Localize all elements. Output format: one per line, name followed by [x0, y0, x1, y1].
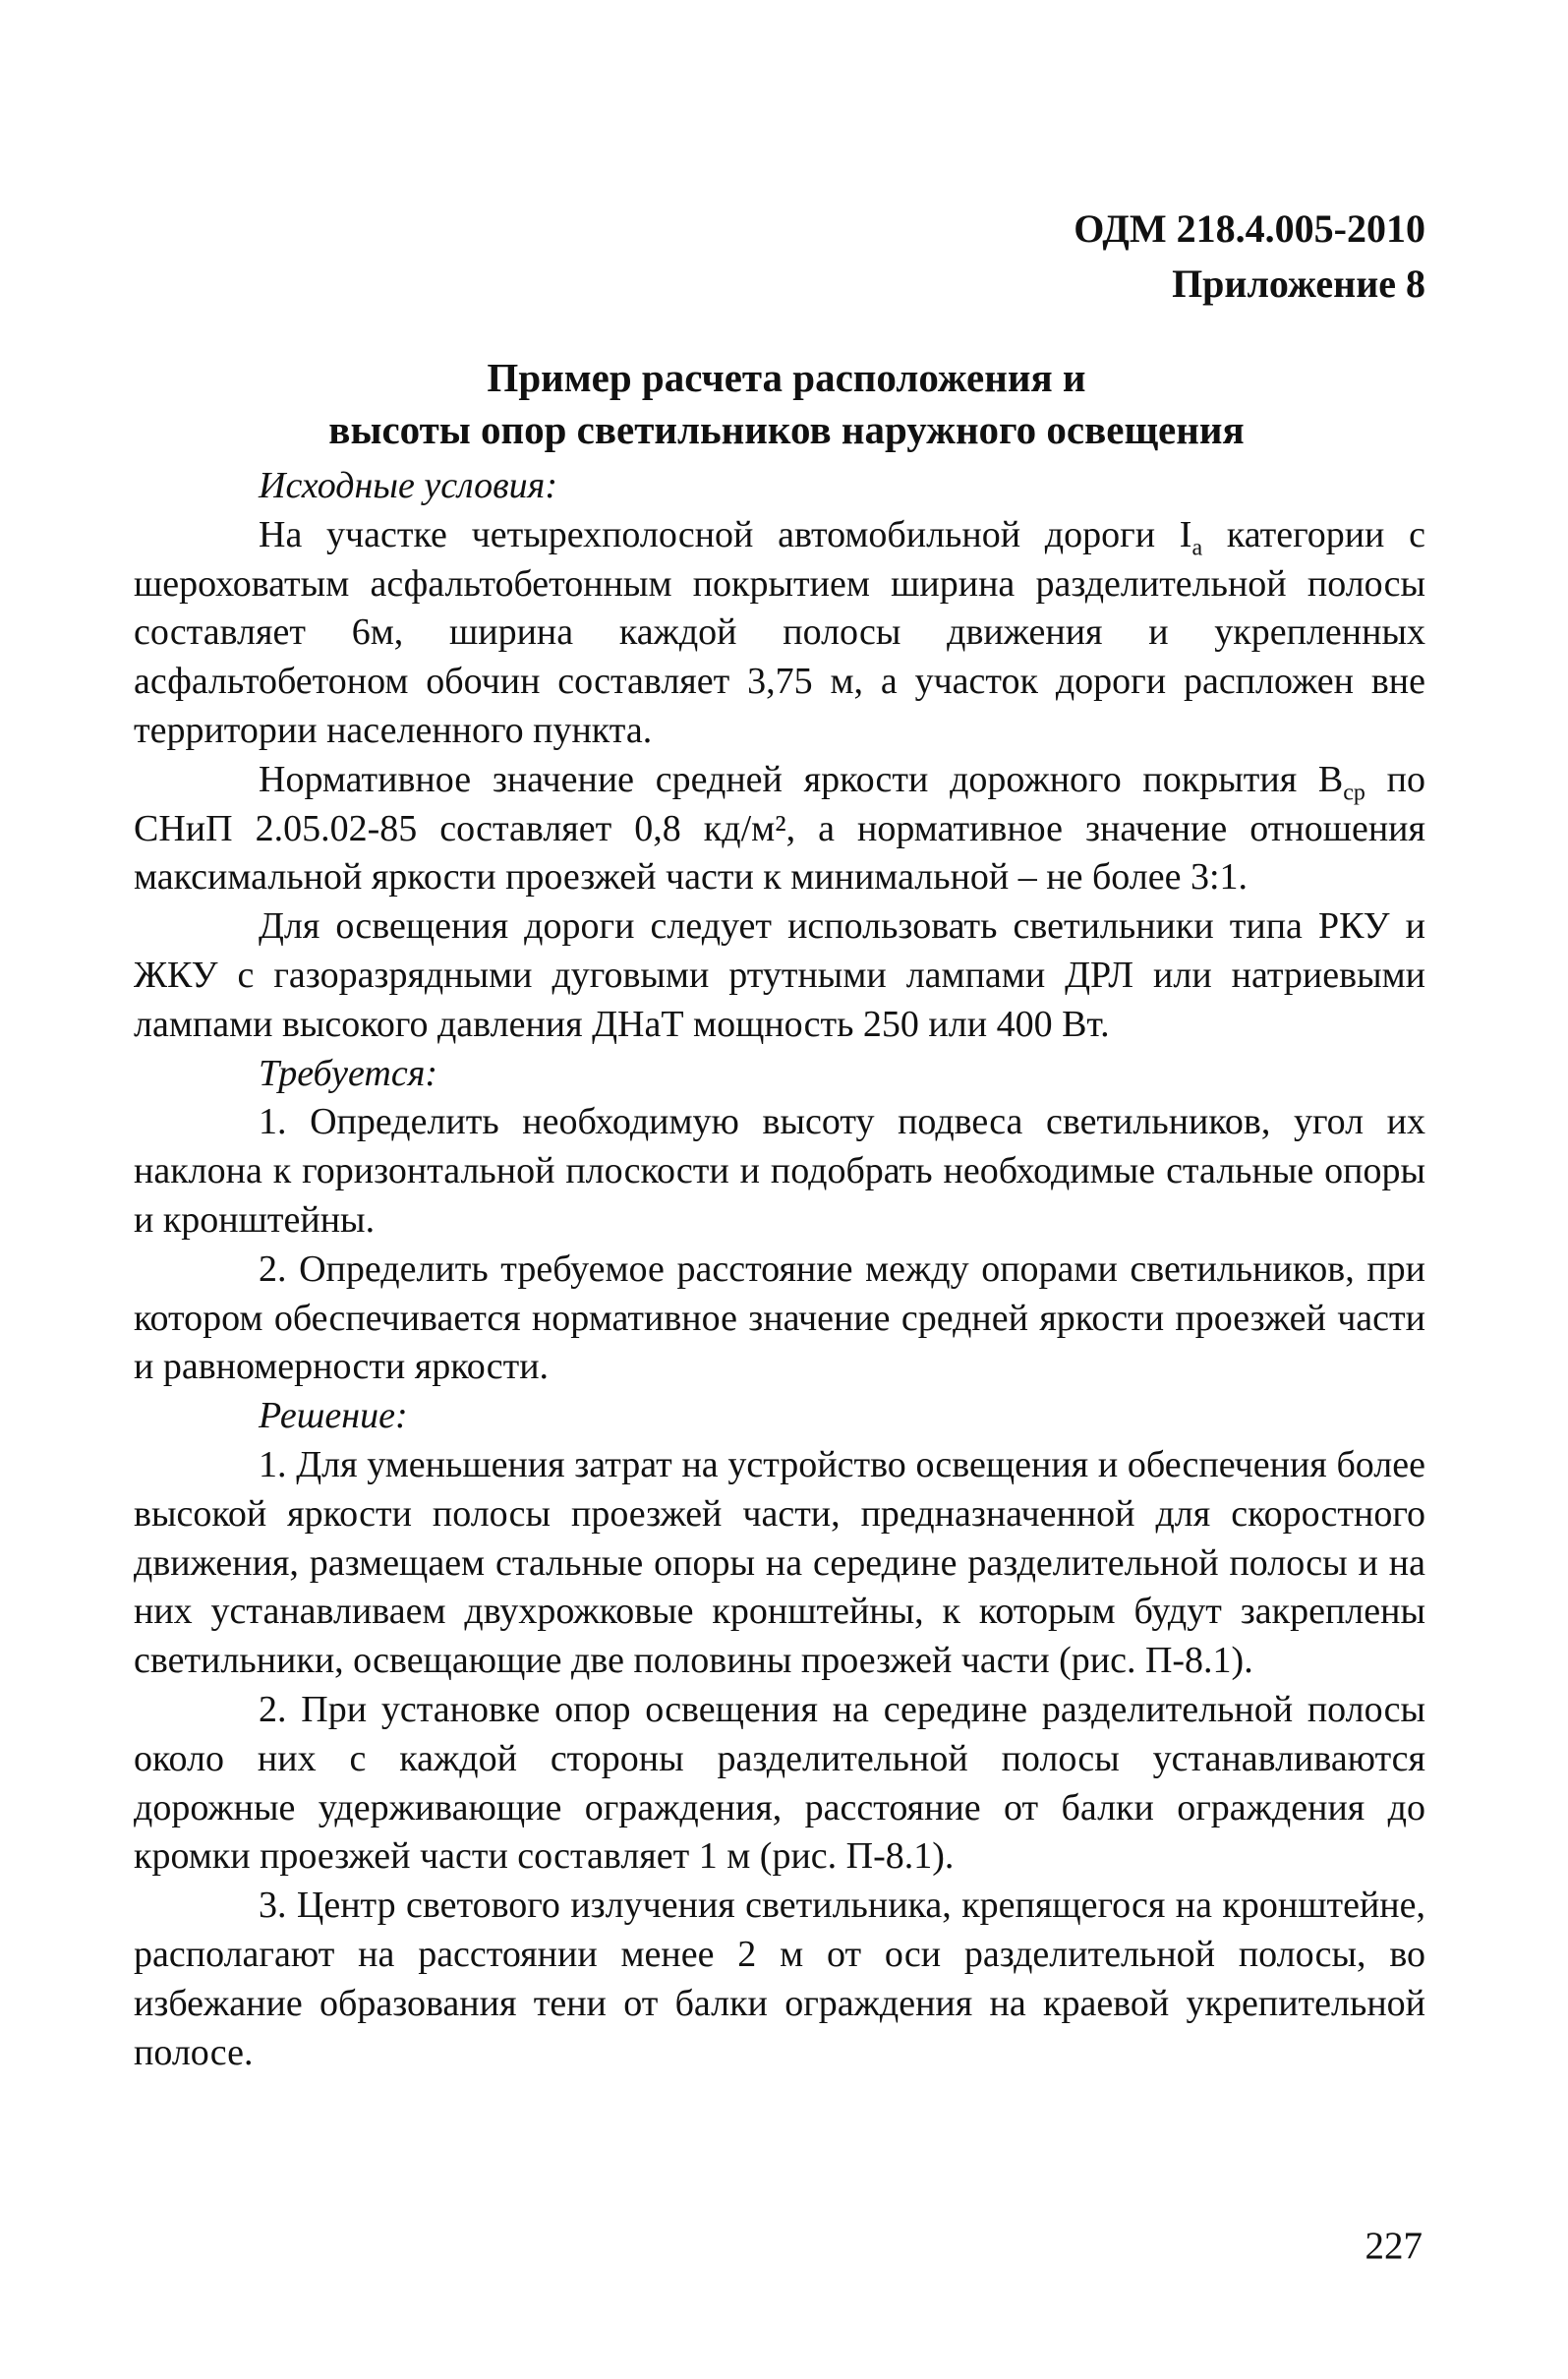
ic-p1-subscript: a — [1191, 535, 1203, 561]
document-header — [1074, 202, 1425, 312]
section-title-line-2: высоты опор светильников наружного освещения — [328, 407, 1245, 452]
appendix-label: Приложение 8 — [1172, 261, 1425, 306]
required-item-2: 2. Определить требуемое расстояние между опорами светильников, при котором обеспечивается нормативное значение средней яркости проезжей части и равномерности яркости. — [134, 1248, 1425, 1388]
ic-p2-text-b: по СНиП 2.05.02-85 составляет 0,8 кд/м², а нормативное значение отношения максимальной яркости проезжей части к минимальной – не более 3:1. — [134, 758, 1425, 899]
section-title — [197, 352, 1376, 456]
ic-p1-text-a: На участке четырехполосной автомобильной дороги I — [259, 513, 1192, 555]
ic-p1-text-b: категории с шероховатым асфальтобетонным покрытием ширина разделительной полосы составляет 6м, ширина каждой полосы движения и укрепленных асфальтобетоном обочин составляет 3,75 м, а участок дороги распложен вне территории населенного пункта. — [134, 513, 1425, 751]
initial-conditions-paragraph-1 — [134, 511, 1425, 756]
initial-conditions-heading: Исходные условия: — [259, 465, 557, 506]
document-code: ОДМ 218.4.005-2010 — [1074, 206, 1425, 251]
ic-p2-text-a: Нормативное значение средней яркости дорожного покрытия В — [259, 758, 1344, 800]
solution-heading: Решение: — [259, 1395, 408, 1437]
initial-conditions-paragraph-3: Для освещения дороги следует использовать светильники типа РКУ и ЖКУ с газоразрядными дуговыми ртутными лампами ДРЛ или натриевыми лампами высокого давления ДНаТ мощность 250 или 400 Вт. — [134, 905, 1425, 1045]
document-body — [134, 462, 1425, 2077]
initial-conditions-paragraph-2 — [134, 756, 1425, 902]
ic-p2-subscript: ср — [1343, 780, 1365, 806]
required-item-1: 1. Определить необходимую высоту подвеса светильников, угол их наклона к горизонтальной плоскости и подобрать необходимые стальные опоры и кронштейны. — [134, 1101, 1425, 1241]
solution-item-3: 3. Центр светового излучения светильника, крепящегося на кронштейне, располагают на расстоянии менее 2 м от оси разделительной полосы, во избежание образования тени от балки ограждения на краевой укрепительной полосе. — [134, 1885, 1425, 2073]
solution-item-2: 2. При установке опор освещения на середине разделительной полосы около них с каждой стороны разделительной полосы устанавливаются дорожные удерживающие ограждения, расстояние от балки ограждения до кромки проезжей части составляет 1 м (рис. П-8.1). — [134, 1688, 1425, 1878]
section-title-line-1: Пример расчета расположения и — [487, 355, 1086, 400]
page-number: 227 — [1365, 2225, 1423, 2267]
solution-item-1: 1. Для уменьшения затрат на устройство освещения и обеспечения более высокой яркости полосы проезжей части, предназначенной для скоростного движения, размещаем стальные опоры на середине разделительной полосы и на них устанавливаем двухрожковые кронштейны, к которым будут закреплены светильники, освещающие две половины проезжей части (рис. П-8.1). — [134, 1443, 1425, 1682]
required-heading: Требуется: — [259, 1052, 438, 1094]
